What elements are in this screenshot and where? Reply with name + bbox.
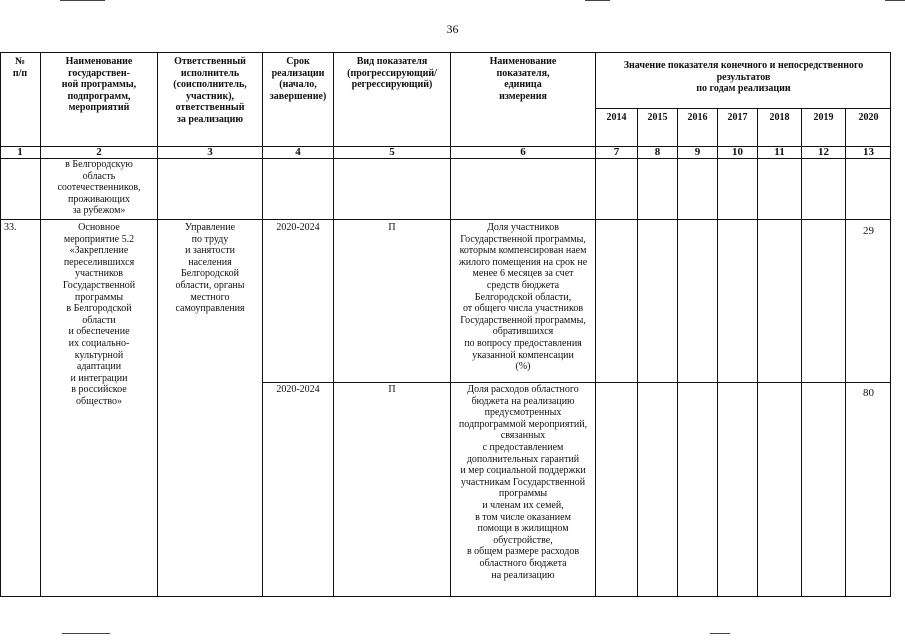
indicator-term: 2020-2024 — [276, 384, 320, 395]
continued-program-name: в Белгородскую область соотечественников, проживающих за рубежом» — [57, 159, 141, 217]
header-values-group: Значение показателя конечного и непосредственного результатов по годам реализации — [623, 60, 864, 95]
column-number: 3 — [207, 146, 213, 158]
header-indicator-type: Вид показателя (прогрессирующий/ регрессирующий) — [347, 56, 437, 91]
indicator-value-2020: 80 — [863, 387, 874, 399]
header-year: 2014 — [606, 112, 627, 123]
column-number: 2 — [96, 146, 102, 158]
event-name: Основное мероприятие 5.2 «Закрепление переселившихся участников Государственной программы в Белгородской области и обеспечение их социально- культурной адаптации и интеграции в российское общество» — [62, 222, 136, 407]
column-number: 10 — [732, 146, 743, 158]
header-year: 2015 — [647, 112, 668, 123]
header-year: 2017 — [727, 112, 748, 123]
column-number: 13 — [863, 146, 874, 158]
header-year: 2020 — [858, 112, 879, 123]
column-number: 1 — [17, 146, 23, 158]
indicator-name: Доля участников Государственной программы, которым компенсирован наем жилого помещения на срок не менее 6 месяцев за счет средств бюджета Белгородской области, от общего числа участников Государственной программы, обратившихся по вопросу предоставления указанной компенсации (%) — [458, 222, 588, 373]
bottom-scan-mark — [710, 633, 730, 634]
header-year: 2016 — [687, 112, 708, 123]
header-term: Срок реализации (начало, завершение) — [269, 56, 327, 102]
row-number: 33. — [4, 222, 17, 233]
responsible-executor: Управление по труду и занятости населения Белгородской области, органы местного самоуправления — [175, 222, 245, 315]
column-number: 7 — [613, 146, 620, 158]
header-number: № п/п — [12, 56, 28, 79]
indicator-value-2020: 29 — [863, 225, 874, 237]
indicator-name: Доля расходов областного бюджета на реализацию предусмотренных подпрограммой мероприятий, связанных с предоставлением дополнительных гарантий и мер социальной поддержки участникам Государственной программы и членам их семей, в том числе оказанием помощи в жилищном обустройстве, в общем размере расходов областного бюджета на реализацию — [458, 384, 588, 581]
column-number: 4 — [295, 146, 301, 158]
column-number: 6 — [520, 146, 526, 158]
bottom-scan-mark — [62, 633, 110, 634]
header-year: 2018 — [769, 112, 790, 123]
header-responsible: Ответственный исполнитель (соисполнитель, участник), ответственный за реализацию — [173, 56, 247, 125]
header-year: 2019 — [813, 112, 834, 123]
column-number: 9 — [694, 146, 701, 158]
page-number: 36 — [446, 22, 459, 36]
indicator-type: П — [388, 384, 396, 395]
indicator-type: П — [388, 222, 396, 233]
column-number: 8 — [654, 146, 661, 158]
header-indicator-name: Наименование показателя, единица измерения — [489, 56, 557, 102]
indicator-term: 2020-2024 — [276, 222, 320, 233]
column-number: 5 — [389, 146, 395, 158]
header-program-name: Наименование государствен- ной программы, подпрограмм, мероприятий — [61, 56, 137, 114]
column-number: 11 — [774, 146, 785, 158]
column-number: 12 — [818, 146, 829, 158]
